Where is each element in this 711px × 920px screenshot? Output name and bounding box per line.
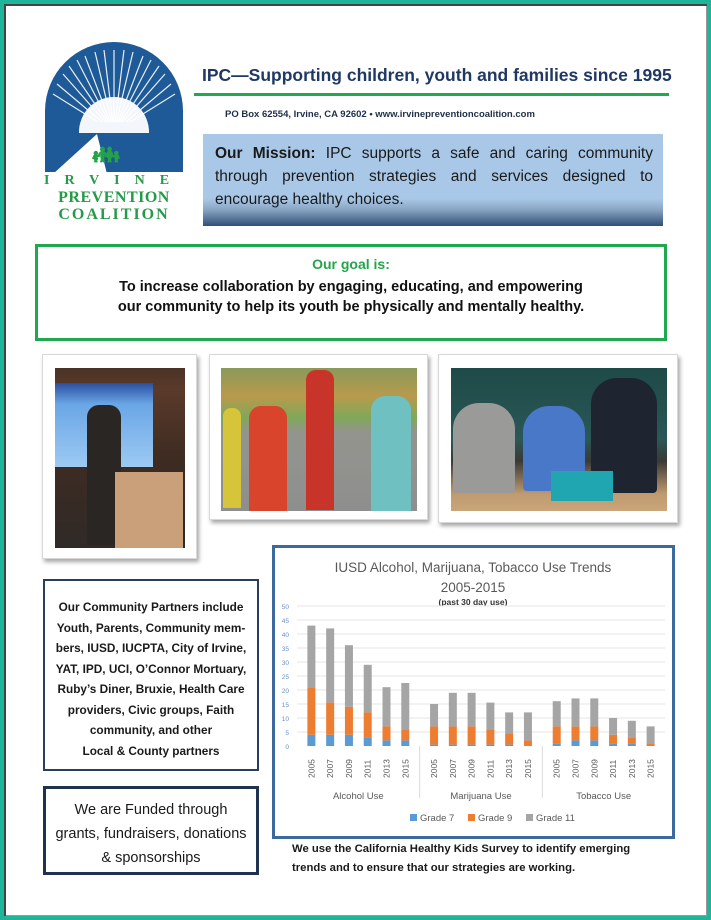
bar-grade-9 bbox=[505, 733, 513, 744]
x-tick-label: 2009 bbox=[466, 759, 477, 778]
goal-text bbox=[38, 277, 664, 317]
photo-image bbox=[55, 368, 185, 548]
logo-text-irvine: IRVINE bbox=[44, 173, 185, 188]
funding-line: & sponsorships bbox=[101, 850, 201, 866]
y-tick-label: 35 bbox=[281, 646, 289, 653]
funding-line: We are Funded through bbox=[74, 802, 228, 818]
caption-line-2: trends and to ensure that our strategies are working. bbox=[292, 862, 576, 874]
bar-grade-9 bbox=[609, 735, 617, 743]
bar-grade-11 bbox=[505, 712, 513, 733]
x-tick-label: 2013 bbox=[381, 759, 392, 778]
y-tick-label: 20 bbox=[281, 688, 289, 695]
bar-grade-9 bbox=[326, 703, 334, 735]
bar-grade-11 bbox=[364, 665, 372, 713]
bar-grade-9 bbox=[345, 707, 353, 735]
bar-grade-7 bbox=[628, 743, 636, 746]
irvine-prevention-coalition-logo bbox=[42, 42, 186, 224]
bar-grade-11 bbox=[430, 704, 438, 726]
bar-grade-7 bbox=[449, 745, 457, 746]
bar-grade-7 bbox=[468, 745, 476, 746]
legend-label: Grade 11 bbox=[536, 813, 575, 824]
y-tick-label: 30 bbox=[281, 660, 289, 667]
bar-grade-7 bbox=[590, 740, 598, 746]
bar-grade-9 bbox=[553, 726, 561, 743]
y-tick-label: 5 bbox=[285, 730, 289, 737]
bar-grade-11 bbox=[468, 693, 476, 727]
contact-info: PO Box 62554, Irvine, CA 92602 • www.irvinepreventioncoalition.com bbox=[225, 109, 535, 120]
goal-box bbox=[35, 244, 667, 341]
bar-grade-7 bbox=[486, 745, 494, 746]
laptop bbox=[551, 471, 613, 501]
tagline-heading: IPC—Supporting children, youth and families since 1995 bbox=[202, 65, 672, 85]
x-tick-label: 2005 bbox=[306, 759, 317, 778]
use-trends-chart bbox=[272, 545, 675, 839]
x-tick-label: 2007 bbox=[570, 759, 581, 778]
x-tick-label: 2013 bbox=[626, 759, 637, 778]
legend-swatch bbox=[410, 814, 417, 821]
x-tick-label: 2015 bbox=[400, 759, 411, 778]
bar-grade-9 bbox=[364, 712, 372, 737]
x-tick-label: 2011 bbox=[362, 759, 373, 778]
photo-image bbox=[221, 368, 417, 511]
bar-grade-11 bbox=[307, 626, 315, 688]
bar-grade-11 bbox=[647, 726, 655, 743]
chart-title: IUSD Alcohol, Marijuana, Tobacco Use Trends bbox=[334, 560, 612, 575]
mission-text: IPC supports a safe and caring community through prevention strategies and services designed to encourage healthy choices. bbox=[215, 145, 653, 208]
bar-grade-9 bbox=[307, 687, 315, 735]
bar-grade-7 bbox=[505, 745, 513, 746]
family-icon: 👪︎ bbox=[92, 142, 116, 167]
bar-grade-9 bbox=[486, 729, 494, 744]
child-figure bbox=[371, 396, 411, 511]
goal-text-line-2: our community to help its youth be physically and mentally healthy. bbox=[117, 299, 585, 315]
bar-grade-7 bbox=[553, 743, 561, 746]
podium bbox=[115, 472, 183, 548]
bar-grade-9 bbox=[383, 726, 391, 740]
group-label: Alcohol Use bbox=[332, 791, 384, 802]
partners-line: YAT, IPD, UCI, O’Connor Mortuary, bbox=[55, 661, 247, 676]
child-figure bbox=[306, 370, 334, 510]
bar-grade-11 bbox=[401, 683, 409, 729]
bar-grade-11 bbox=[553, 701, 561, 726]
chart-caption bbox=[292, 840, 672, 878]
y-tick-label: 25 bbox=[281, 674, 289, 681]
bar-grade-7 bbox=[383, 740, 391, 746]
bar-grade-9 bbox=[647, 743, 655, 746]
bar-grade-11 bbox=[609, 718, 617, 735]
y-tick-label: 15 bbox=[281, 702, 289, 709]
bar-grade-9 bbox=[468, 726, 476, 744]
y-tick-label: 10 bbox=[281, 716, 289, 723]
x-tick-label: 2015 bbox=[645, 759, 656, 778]
mission-label: Our Mission: bbox=[215, 145, 316, 162]
bar-grade-11 bbox=[524, 712, 532, 740]
partners-line: bers, IUSD, IUCPTA, City of Irvine, bbox=[55, 641, 247, 655]
photo-image bbox=[451, 368, 667, 511]
bar-grade-7 bbox=[307, 735, 315, 746]
bar-grade-11 bbox=[449, 693, 457, 727]
bar-grade-7 bbox=[609, 743, 617, 746]
chart-subtitle: (past 30 day use) bbox=[438, 597, 508, 607]
legend-swatch bbox=[468, 814, 475, 821]
bar-grade-9 bbox=[572, 726, 580, 740]
speaker-at-podium-photo bbox=[42, 354, 197, 559]
bar-grade-11 bbox=[628, 721, 636, 738]
bar-grade-11 bbox=[486, 703, 494, 730]
legend-label: Grade 7 bbox=[420, 813, 455, 824]
x-tick-label: 2011 bbox=[485, 759, 496, 778]
partners-line: Youth, Parents, Community mem- bbox=[56, 620, 246, 635]
y-tick-label: 50 bbox=[281, 604, 289, 611]
bar-grade-7 bbox=[401, 740, 409, 746]
bar-grade-7 bbox=[345, 735, 353, 746]
mission-box bbox=[203, 134, 663, 226]
community-partners-box bbox=[43, 579, 259, 771]
bar-grade-7 bbox=[364, 738, 372, 746]
woman-figure bbox=[453, 403, 515, 493]
x-tick-label: 2007 bbox=[325, 759, 336, 778]
logo-text-prevention: PREVENTION bbox=[58, 189, 170, 206]
bar-grade-9 bbox=[590, 726, 598, 740]
partners-line: providers, Civic groups, Faith bbox=[67, 702, 235, 717]
children-in-superhero-capes-photo bbox=[209, 354, 428, 520]
bar-grade-11 bbox=[572, 698, 580, 726]
bar-grade-11 bbox=[383, 687, 391, 726]
group-label: Marijuana Use bbox=[450, 791, 512, 802]
x-tick-label: 2011 bbox=[608, 759, 619, 778]
bar-grade-11 bbox=[590, 698, 598, 726]
y-tick-label: 0 bbox=[285, 744, 289, 751]
three-women-at-desk-photo bbox=[438, 354, 678, 523]
group-label: Tobacco Use bbox=[576, 791, 632, 802]
partners-line: community, and other bbox=[89, 723, 213, 737]
y-tick-label: 45 bbox=[281, 618, 289, 625]
bar-grade-7 bbox=[572, 740, 580, 746]
x-tick-label: 2007 bbox=[447, 759, 458, 778]
child-figure bbox=[249, 406, 287, 511]
partners-line: Local & County partners bbox=[82, 743, 220, 758]
partners-line: Our Community Partners include bbox=[58, 600, 244, 614]
goal-text-line-1: To increase collaboration by engaging, educating, and empowering bbox=[119, 279, 583, 295]
bar-grade-9 bbox=[524, 740, 532, 746]
funding-box bbox=[43, 786, 259, 875]
funding-line: grants, fundraisers, donations bbox=[55, 826, 247, 842]
bar-grade-7 bbox=[326, 735, 334, 746]
x-tick-label: 2013 bbox=[504, 759, 515, 778]
chart-title-years: 2005-2015 bbox=[440, 580, 506, 595]
tagline-divider bbox=[194, 93, 669, 96]
x-tick-label: 2009 bbox=[589, 759, 600, 778]
legend-label: Grade 9 bbox=[478, 813, 513, 824]
bar-grade-11 bbox=[326, 628, 334, 702]
bar-grade-9 bbox=[430, 726, 438, 744]
bar-grade-9 bbox=[628, 738, 636, 744]
partners-line: Ruby’s Diner, Bruxie, Health Care bbox=[57, 682, 245, 696]
bar-grade-9 bbox=[449, 726, 457, 744]
bar-grade-9 bbox=[401, 729, 409, 740]
x-tick-label: 2005 bbox=[429, 759, 440, 778]
legend-swatch bbox=[526, 814, 533, 821]
caption-line-1: We use the California Healthy Kids Survey to identify emerging bbox=[292, 843, 631, 855]
bar-grade-11 bbox=[345, 645, 353, 707]
bar-grade-7 bbox=[430, 745, 438, 746]
chart-canvas bbox=[275, 548, 672, 836]
x-tick-label: 2015 bbox=[522, 759, 533, 778]
y-tick-label: 40 bbox=[281, 632, 289, 639]
x-tick-label: 2009 bbox=[343, 759, 354, 778]
child-figure bbox=[223, 408, 241, 508]
logo-text-coalition: COALITION bbox=[58, 206, 170, 223]
goal-heading: Our goal is: bbox=[312, 256, 390, 272]
x-tick-label: 2005 bbox=[551, 759, 562, 778]
